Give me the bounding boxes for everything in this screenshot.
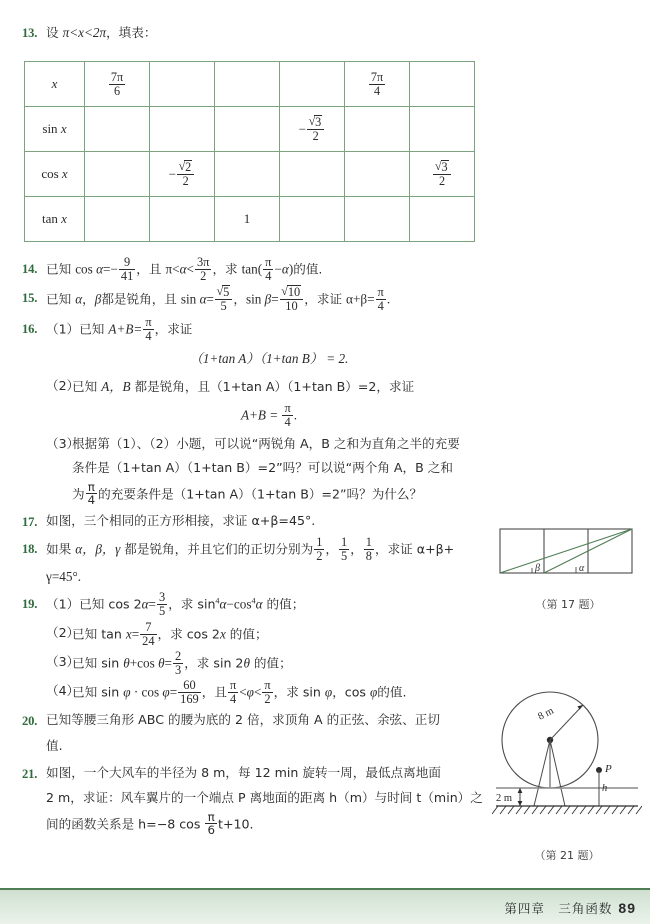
q16-sub2-num: π bbox=[284, 401, 291, 416]
radius-arrowhead bbox=[578, 705, 584, 710]
figure-17-svg bbox=[498, 527, 636, 579]
cell-r1c5[interactable]: $\frac{7\pi}{4}$ bbox=[345, 62, 410, 107]
q19-4-t1: 已知 sin bbox=[72, 684, 124, 700]
q14-t1: 已知 bbox=[46, 261, 76, 277]
q16-sub3-label: （3） bbox=[46, 435, 80, 451]
footer-text bbox=[504, 899, 636, 917]
q21-line1: 如图，一个大风车的半径为 8 m，每 12 min 旋转一周，最低点离地面 bbox=[46, 764, 441, 780]
q16-sub2-lhs: A+B = bbox=[240, 408, 282, 424]
q14-arg-num: π bbox=[265, 255, 272, 269]
cell-r3c6[interactable]: √ $\frac{3}{2}$ bbox=[410, 152, 475, 197]
q19-1-v1: α bbox=[219, 597, 227, 613]
q16-sub2-label: （2） bbox=[46, 377, 80, 393]
q19-2-num: 7 bbox=[140, 621, 156, 635]
q14-den: 41 bbox=[120, 269, 134, 284]
figure-17-caption: （第 17 题） bbox=[535, 598, 601, 611]
question-list bbox=[22, 256, 492, 839]
question-18: 18. 如果 α，β，γ 都是锐角，并且它们的正切分别为 $\frac{1}{2}$ ， $\frac{1}{5}$ ， $\frac{1}{8}$ ，求证 α+β+ γ=45°. bbox=[22, 536, 492, 589]
q16-sub2-den: 4 bbox=[284, 415, 291, 430]
cell-r2c5[interactable] bbox=[345, 107, 410, 152]
q14-arg-minus: − bbox=[274, 261, 282, 277]
beta-label: β bbox=[535, 563, 540, 574]
cell-r2c2[interactable] bbox=[150, 107, 215, 152]
cell-r3c4[interactable] bbox=[280, 152, 345, 197]
q14-eq: =− bbox=[103, 261, 118, 277]
radius-line bbox=[550, 705, 583, 740]
radius-label: 8 m bbox=[536, 705, 556, 723]
q16-sub2-formula-line bbox=[46, 402, 492, 429]
q20-line2: 值. bbox=[46, 738, 63, 754]
q21-line3-post: t+10. bbox=[218, 816, 254, 832]
cell-r1c1[interactable]: $\frac{7\pi}{6}$ bbox=[85, 62, 150, 107]
table-row bbox=[25, 107, 475, 152]
q19-4-var4: φ bbox=[324, 684, 333, 700]
q19-4-num: 60 bbox=[178, 679, 201, 693]
q16-sub3-line3-post: 的充要条件是（1+tan A）（1+tan B）=2”吗？为什么？ bbox=[98, 486, 423, 502]
cell-r3c1[interactable] bbox=[85, 152, 150, 197]
q19-4-var: φ bbox=[123, 684, 131, 700]
q19-4-t5: 的值. bbox=[377, 684, 407, 700]
q13-prompt-post: ，填表： bbox=[106, 25, 157, 40]
cell-r1c4[interactable] bbox=[280, 62, 345, 107]
row-header-x: x bbox=[25, 62, 85, 107]
q14-t3: ，求 bbox=[212, 261, 242, 277]
q19-1-num: 3 bbox=[158, 590, 166, 605]
cell-r4c4[interactable] bbox=[280, 197, 345, 242]
support-leg-right bbox=[550, 740, 565, 806]
q19-4-var5: φ bbox=[369, 684, 378, 700]
q15-sum: α+β= bbox=[346, 291, 375, 307]
figure-21 bbox=[492, 684, 642, 863]
q19-3-plus: +cos bbox=[129, 655, 159, 671]
q21-line3-den: 6 bbox=[207, 823, 215, 838]
question-20 bbox=[22, 708, 492, 758]
q19-4-t3: ，求 sin bbox=[273, 684, 325, 700]
q15-beta: β bbox=[94, 291, 102, 307]
q14-alpha: α bbox=[96, 261, 104, 277]
question-21 bbox=[22, 761, 492, 837]
cell-r2c4[interactable]: − √ $\frac{3}{2}$ bbox=[280, 107, 345, 152]
question-text bbox=[46, 20, 492, 46]
table-row bbox=[25, 152, 475, 197]
alpha-label: α bbox=[579, 563, 585, 574]
q19-1-label: （1） bbox=[46, 597, 80, 613]
figure-21-svg bbox=[492, 684, 642, 836]
question-number: 21. bbox=[22, 766, 38, 781]
q19-4-t2: ，且 bbox=[201, 684, 227, 700]
q16-sub3-num: π bbox=[86, 481, 98, 495]
table-row bbox=[25, 62, 475, 107]
question-number: 19. bbox=[22, 597, 38, 612]
footer-chapter: 第四章 三角函数 bbox=[504, 901, 613, 916]
q16-sub3-line2: 条件是（1+tan A）（1+tan B）=2”吗？可以说“两个角 A，B 之和 bbox=[72, 460, 453, 476]
q15-t2: 都是锐角，且 bbox=[101, 291, 181, 307]
q19-2-eq: = bbox=[131, 626, 140, 642]
q19-1-var: α bbox=[141, 597, 149, 613]
q14-ineq-den: 2 bbox=[200, 269, 207, 284]
q16-sub3-den: 4 bbox=[87, 493, 96, 508]
q14-cos: cos bbox=[75, 261, 93, 277]
q14-ineq-num: 3π bbox=[196, 255, 210, 269]
q19-3-t3: 的值； bbox=[249, 655, 292, 671]
q15-alpha: α bbox=[75, 291, 83, 307]
footer-page-number: 89 bbox=[618, 900, 636, 916]
q19-1-minus: −cos bbox=[226, 597, 252, 613]
q19-1-t2: ，求 sin bbox=[168, 597, 216, 613]
question-number: 15. bbox=[22, 291, 38, 306]
q19-1-eq: = bbox=[148, 597, 156, 613]
cell-r3c2[interactable]: − √ $\frac{2}{2}$ bbox=[150, 152, 215, 197]
q19-2-var: x bbox=[125, 626, 132, 642]
cell-r3c5[interactable] bbox=[345, 152, 410, 197]
row-header-sin: sin x bbox=[25, 107, 85, 152]
q19-3-var2: θ bbox=[158, 655, 165, 671]
q19-4-var2: φ bbox=[162, 684, 170, 700]
question-15: 15. 已知 α，β都是锐角，且 sin α= √ $\frac{5}{5}$ ，sin β= √ $\frac{10}{10}$ ，求证 α+β= $\frac{\pi}{4}$ . bbox=[22, 285, 492, 313]
page-footer bbox=[0, 888, 650, 924]
q19-2-t2: ，求 cos 2 bbox=[157, 626, 220, 642]
q16-sub3-line3-pre: 为 bbox=[72, 486, 85, 502]
cell-r1c3[interactable] bbox=[215, 62, 280, 107]
q18-t1: 如果 bbox=[46, 542, 76, 558]
ground-hatching bbox=[492, 806, 642, 814]
question-number: 13. bbox=[22, 26, 38, 40]
row-header-tan: tan x bbox=[25, 197, 85, 242]
q19-4-var3: φ bbox=[246, 684, 254, 700]
q21-line3-num: π bbox=[205, 811, 217, 825]
q15-t4: ，求证 bbox=[304, 291, 347, 307]
q14-ineq-b: < bbox=[186, 261, 194, 277]
q14-t4: 的值. bbox=[293, 261, 323, 277]
q19-3-den: 3 bbox=[174, 663, 182, 678]
cell-r4c5[interactable] bbox=[345, 197, 410, 242]
q19-4-i2den: 2 bbox=[264, 692, 271, 707]
q19-3-num: 2 bbox=[174, 648, 182, 663]
question-number: 17. bbox=[22, 514, 38, 529]
support-leg-left bbox=[534, 740, 550, 806]
q14-t2: ，且 bbox=[136, 261, 166, 277]
question-13 bbox=[22, 20, 492, 46]
q19-4-label: （4） bbox=[46, 683, 80, 699]
q13-inequality: π<x<2π bbox=[62, 25, 107, 40]
q13-prompt-pre: 设 bbox=[46, 25, 63, 40]
q19-4-i1num: π bbox=[229, 678, 237, 693]
q19-3-eq: = bbox=[164, 655, 172, 671]
q18-line2: γ=45°. bbox=[46, 568, 82, 584]
cell-r2c6[interactable] bbox=[410, 107, 475, 152]
cell-r1c2[interactable] bbox=[150, 62, 215, 107]
q19-4-i1den: 4 bbox=[229, 692, 237, 707]
cell-r4c1[interactable] bbox=[85, 197, 150, 242]
q21-line3-pre: 间的函数关系是 h=−8 cos bbox=[46, 816, 205, 832]
q16-sub1-label: （1） bbox=[46, 321, 80, 337]
dim-2m-arrow-down bbox=[518, 801, 523, 806]
q15-f2-den: 10 bbox=[285, 299, 298, 314]
row-header-cos: cos x bbox=[25, 152, 85, 197]
q19-2-v2: x bbox=[219, 626, 226, 642]
cell-r3c3[interactable] bbox=[215, 152, 280, 197]
q14-ineq-a: π< bbox=[165, 261, 180, 277]
q19-3-label: （3） bbox=[46, 653, 80, 669]
table-row bbox=[25, 197, 475, 242]
cell-r4c6[interactable] bbox=[410, 197, 475, 242]
q19-3-v2: θ bbox=[243, 655, 250, 671]
q19-2-t1: 已知 tan bbox=[72, 626, 126, 642]
q19-3-t2: ，求 sin 2 bbox=[184, 655, 244, 671]
q19-1-pw1: 4 bbox=[215, 596, 220, 606]
question-13-table-wrap bbox=[24, 61, 467, 242]
q15-t1: 已知 bbox=[46, 291, 76, 307]
q15-f3-den: 4 bbox=[377, 299, 384, 314]
q15-f1-den: 5 bbox=[220, 299, 227, 314]
q16-sub1-formula-line bbox=[46, 346, 492, 372]
q18-line2-wrap bbox=[46, 564, 492, 590]
q16-sub1-den: 4 bbox=[145, 328, 152, 343]
q21-line3-wrap bbox=[46, 811, 492, 837]
q19-4-den: 169 bbox=[180, 692, 199, 707]
q18-t3: ，求证 α+β+ bbox=[374, 542, 455, 558]
q19-4-lt2: < bbox=[253, 684, 262, 700]
q19-2-den: 24 bbox=[142, 633, 155, 648]
q16-sub2-end: . bbox=[293, 408, 298, 424]
question-14: 14. 已知 cos α=− $\frac{9}{41}$ ，且 π<α< $\frac{3\pi}{2}$ ，求 tan( $\frac{\pi}{4}$ −α)的值. bbox=[22, 255, 323, 284]
q19-3-var: θ bbox=[123, 655, 130, 671]
fill-in-table bbox=[24, 61, 475, 242]
diagonal-beta-line bbox=[500, 529, 632, 573]
q15-comma: ， bbox=[82, 291, 95, 307]
q19-4-t4: ，cos bbox=[332, 684, 370, 700]
question-number: 16. bbox=[22, 321, 38, 336]
height-h-label: h bbox=[602, 783, 608, 794]
q19-1-v2: α bbox=[255, 597, 263, 613]
q19-3-t1: 已知 sin bbox=[72, 655, 124, 671]
q16-sub2-ab: A，B bbox=[101, 378, 131, 394]
cell-r4c3[interactable]: 1 bbox=[215, 197, 280, 242]
q17-text: 如图，三个相同的正方形相接，求证 α+β=45°. bbox=[46, 512, 316, 528]
q14-arg-den: 4 bbox=[265, 269, 272, 284]
q18-greeks: α，β，γ bbox=[75, 542, 121, 558]
question-number: 14. bbox=[22, 262, 38, 276]
q14-num: 9 bbox=[119, 256, 135, 270]
q19-2-t3: 的值； bbox=[225, 626, 268, 642]
q16-sub3-line1: 根据第（1）、（2）小题，可以说“两锐角 A，B 之和为直角之半的充要 bbox=[72, 435, 460, 451]
cell-r2c1[interactable] bbox=[85, 107, 150, 152]
q19-1-t1: 已知 cos 2 bbox=[79, 597, 142, 613]
question-19 bbox=[22, 591, 492, 706]
q18-t2: 都是锐角，并且它们的正切分别为 bbox=[120, 542, 314, 558]
q19-2-label: （2） bbox=[46, 624, 80, 640]
q19-1-t3: 的值； bbox=[262, 597, 305, 613]
cell-r2c3[interactable] bbox=[215, 107, 280, 152]
q15-t3: ， bbox=[233, 291, 246, 307]
q20-line1: 已知等腰三角形 ABC 的腰为底的 2 倍，求顶角 A 的正弦、余弦、正切 bbox=[46, 712, 440, 728]
q19-4-dot: · cos bbox=[130, 684, 163, 700]
q16-sub2-t2: 都是锐角，且（1+tan A）（1+tan B）=2，求证 bbox=[130, 378, 415, 394]
q19-4-i2num: π bbox=[264, 678, 271, 693]
q15-sin1: sin bbox=[180, 291, 197, 307]
q19-1-pw2: 4 bbox=[251, 596, 256, 606]
q16-sub1-num: π bbox=[145, 314, 152, 329]
q14-tan: tan bbox=[241, 261, 258, 277]
q15-t5: . bbox=[386, 291, 391, 307]
figure-17 bbox=[498, 527, 638, 612]
q16-sub1-formula: （1+tan A）（1+tan B） = 2. bbox=[189, 350, 349, 366]
q16-sub1-t2: ，求证 bbox=[154, 321, 193, 337]
q19-4-lt1: < bbox=[239, 684, 247, 700]
point-p-label: P bbox=[605, 763, 612, 775]
question-17 bbox=[22, 509, 492, 535]
q16-sub1-t1: 已知 bbox=[79, 321, 109, 337]
cell-r1c6[interactable] bbox=[410, 62, 475, 107]
cell-r4c2[interactable] bbox=[150, 197, 215, 242]
figure-21-caption: （第 21 题） bbox=[534, 849, 600, 862]
question-number: 20. bbox=[22, 714, 38, 729]
question-16 bbox=[22, 316, 492, 507]
q19-1-den: 5 bbox=[158, 604, 166, 619]
ground-clearance-label: 2 m bbox=[496, 793, 513, 804]
q21-line2: 2 m，求证：风车翼片的一个端点 P 离地面的距离 h（m）与时间 t（min）之 bbox=[46, 790, 483, 806]
q16-sub2-t1: 已知 bbox=[72, 378, 102, 394]
question-number: 18. bbox=[22, 542, 38, 557]
q16-sub1-eq: A+B= bbox=[108, 321, 143, 337]
q15-eq1: = bbox=[206, 291, 214, 307]
q19-4-eq: = bbox=[169, 684, 178, 700]
q15-f3-num: π bbox=[377, 285, 384, 300]
